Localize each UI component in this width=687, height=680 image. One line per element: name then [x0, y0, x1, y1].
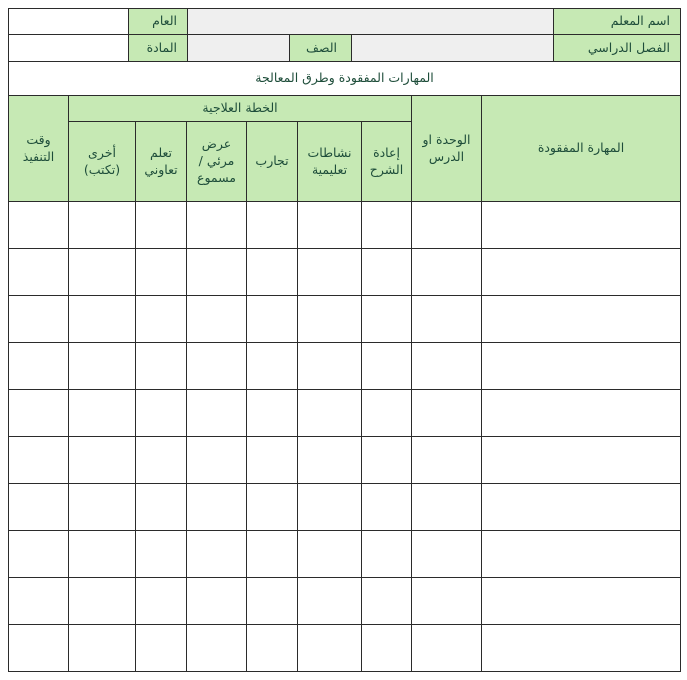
- row-9-exec-time-cell[interactable]: [8, 577, 69, 625]
- row-1-other-cell[interactable]: [68, 201, 136, 249]
- row-9-coop-learning-cell[interactable]: [135, 577, 187, 625]
- row-3-experiments-cell[interactable]: [246, 295, 298, 343]
- row-6-unit-lesson-cell[interactable]: [411, 436, 482, 484]
- row-10-experiments-cell[interactable]: [246, 624, 298, 672]
- row-2-unit-lesson-cell[interactable]: [411, 248, 482, 296]
- col-exec-time: وقت التنفيذ: [8, 95, 69, 202]
- col-reexplain: إعادة الشرح: [361, 121, 412, 202]
- row-5-exec-time-cell[interactable]: [8, 389, 69, 437]
- row-8-coop-learning-cell[interactable]: [135, 530, 187, 578]
- row-9-missing-skill-cell[interactable]: [481, 577, 681, 625]
- row-4-exec-time-cell[interactable]: [8, 342, 69, 390]
- row-6-reexplain-cell[interactable]: [361, 436, 412, 484]
- row-8-av-display-cell[interactable]: [186, 530, 247, 578]
- row-8-exec-time-cell[interactable]: [8, 530, 69, 578]
- col-missing-skill: المهارة المفقودة: [481, 95, 681, 202]
- row-4-unit-lesson-cell[interactable]: [411, 342, 482, 390]
- subject-label: المادة: [128, 34, 188, 62]
- grade-field[interactable]: [187, 34, 290, 62]
- col-other: أخرى (تكتب): [68, 121, 136, 202]
- row-10-other-cell[interactable]: [68, 624, 136, 672]
- row-6-other-cell[interactable]: [68, 436, 136, 484]
- year-label: العام: [128, 8, 188, 35]
- row-5-reexplain-cell[interactable]: [361, 389, 412, 437]
- row-3-unit-lesson-cell[interactable]: [411, 295, 482, 343]
- row-7-coop-learning-cell[interactable]: [135, 483, 187, 531]
- row-6-activities-cell[interactable]: [297, 436, 362, 484]
- row-4-missing-skill-cell[interactable]: [481, 342, 681, 390]
- row-1-missing-skill-cell[interactable]: [481, 201, 681, 249]
- grade-label: الصف: [289, 34, 352, 62]
- row-8-unit-lesson-cell[interactable]: [411, 530, 482, 578]
- row-7-missing-skill-cell[interactable]: [481, 483, 681, 531]
- row-10-av-display-cell[interactable]: [186, 624, 247, 672]
- row-8-reexplain-cell[interactable]: [361, 530, 412, 578]
- row-5-experiments-cell[interactable]: [246, 389, 298, 437]
- col-av-display: عرض مرئي / مسموع: [186, 121, 247, 202]
- row-2-exec-time-cell[interactable]: [8, 248, 69, 296]
- row-2-missing-skill-cell[interactable]: [481, 248, 681, 296]
- row-2-activities-cell[interactable]: [297, 248, 362, 296]
- row-6-missing-skill-cell[interactable]: [481, 436, 681, 484]
- row-7-exec-time-cell[interactable]: [8, 483, 69, 531]
- remedial-plan-form: [8, 8, 681, 671]
- row-1-unit-lesson-cell[interactable]: [411, 201, 482, 249]
- row-2-reexplain-cell[interactable]: [361, 248, 412, 296]
- row-9-av-display-cell[interactable]: [186, 577, 247, 625]
- teacher-name-label: اسم المعلم: [553, 8, 681, 35]
- row-5-activities-cell[interactable]: [297, 389, 362, 437]
- group-treatment-plan: الخطة العلاجية: [68, 95, 412, 122]
- col-coop-learning: تعلم تعاوني: [135, 121, 187, 202]
- row-10-reexplain-cell[interactable]: [361, 624, 412, 672]
- row-3-av-display-cell[interactable]: [186, 295, 247, 343]
- row-4-experiments-cell[interactable]: [246, 342, 298, 390]
- year-field[interactable]: [8, 8, 129, 35]
- row-3-missing-skill-cell[interactable]: [481, 295, 681, 343]
- row-10-missing-skill-cell[interactable]: [481, 624, 681, 672]
- col-activities: نشاطات تعليمية: [297, 121, 362, 202]
- row-10-activities-cell[interactable]: [297, 624, 362, 672]
- row-5-av-display-cell[interactable]: [186, 389, 247, 437]
- row-10-coop-learning-cell[interactable]: [135, 624, 187, 672]
- row-4-coop-learning-cell[interactable]: [135, 342, 187, 390]
- row-7-reexplain-cell[interactable]: [361, 483, 412, 531]
- row-5-coop-learning-cell[interactable]: [135, 389, 187, 437]
- row-2-other-cell[interactable]: [68, 248, 136, 296]
- row-9-experiments-cell[interactable]: [246, 577, 298, 625]
- row-9-unit-lesson-cell[interactable]: [411, 577, 482, 625]
- row-7-other-cell[interactable]: [68, 483, 136, 531]
- row-1-coop-learning-cell[interactable]: [135, 201, 187, 249]
- row-6-av-display-cell[interactable]: [186, 436, 247, 484]
- row-9-other-cell[interactable]: [68, 577, 136, 625]
- row-3-other-cell[interactable]: [68, 295, 136, 343]
- row-7-activities-cell[interactable]: [297, 483, 362, 531]
- row-2-coop-learning-cell[interactable]: [135, 248, 187, 296]
- row-10-exec-time-cell[interactable]: [8, 624, 69, 672]
- row-5-unit-lesson-cell[interactable]: [411, 389, 482, 437]
- subject-field[interactable]: [8, 34, 129, 62]
- row-7-av-display-cell[interactable]: [186, 483, 247, 531]
- row-9-activities-cell[interactable]: [297, 577, 362, 625]
- row-7-experiments-cell[interactable]: [246, 483, 298, 531]
- col-unit-lesson: الوحدة او الدرس: [411, 95, 482, 202]
- teacher-name-field[interactable]: [187, 8, 554, 35]
- row-1-exec-time-cell[interactable]: [8, 201, 69, 249]
- row-4-other-cell[interactable]: [68, 342, 136, 390]
- row-2-av-display-cell[interactable]: [186, 248, 247, 296]
- row-5-missing-skill-cell[interactable]: [481, 389, 681, 437]
- row-2-experiments-cell[interactable]: [246, 248, 298, 296]
- row-3-exec-time-cell[interactable]: [8, 295, 69, 343]
- row-8-activities-cell[interactable]: [297, 530, 362, 578]
- semester-field[interactable]: [351, 34, 554, 62]
- row-4-activities-cell[interactable]: [297, 342, 362, 390]
- row-3-reexplain-cell[interactable]: [361, 295, 412, 343]
- row-8-other-cell[interactable]: [68, 530, 136, 578]
- row-1-reexplain-cell[interactable]: [361, 201, 412, 249]
- form-title: المهارات المفقودة وطرق المعالجة: [8, 61, 681, 96]
- row-4-reexplain-cell[interactable]: [361, 342, 412, 390]
- row-10-unit-lesson-cell[interactable]: [411, 624, 482, 672]
- row-5-other-cell[interactable]: [68, 389, 136, 437]
- row-6-experiments-cell[interactable]: [246, 436, 298, 484]
- row-3-activities-cell[interactable]: [297, 295, 362, 343]
- row-1-activities-cell[interactable]: [297, 201, 362, 249]
- row-4-av-display-cell[interactable]: [186, 342, 247, 390]
- row-1-experiments-cell[interactable]: [246, 201, 298, 249]
- row-8-experiments-cell[interactable]: [246, 530, 298, 578]
- row-6-coop-learning-cell[interactable]: [135, 436, 187, 484]
- row-9-reexplain-cell[interactable]: [361, 577, 412, 625]
- row-6-exec-time-cell[interactable]: [8, 436, 69, 484]
- col-experiments: تجارب: [246, 121, 298, 202]
- row-8-missing-skill-cell[interactable]: [481, 530, 681, 578]
- row-7-unit-lesson-cell[interactable]: [411, 483, 482, 531]
- semester-label: الفصل الدراسي: [553, 34, 681, 62]
- row-1-av-display-cell[interactable]: [186, 201, 247, 249]
- row-3-coop-learning-cell[interactable]: [135, 295, 187, 343]
